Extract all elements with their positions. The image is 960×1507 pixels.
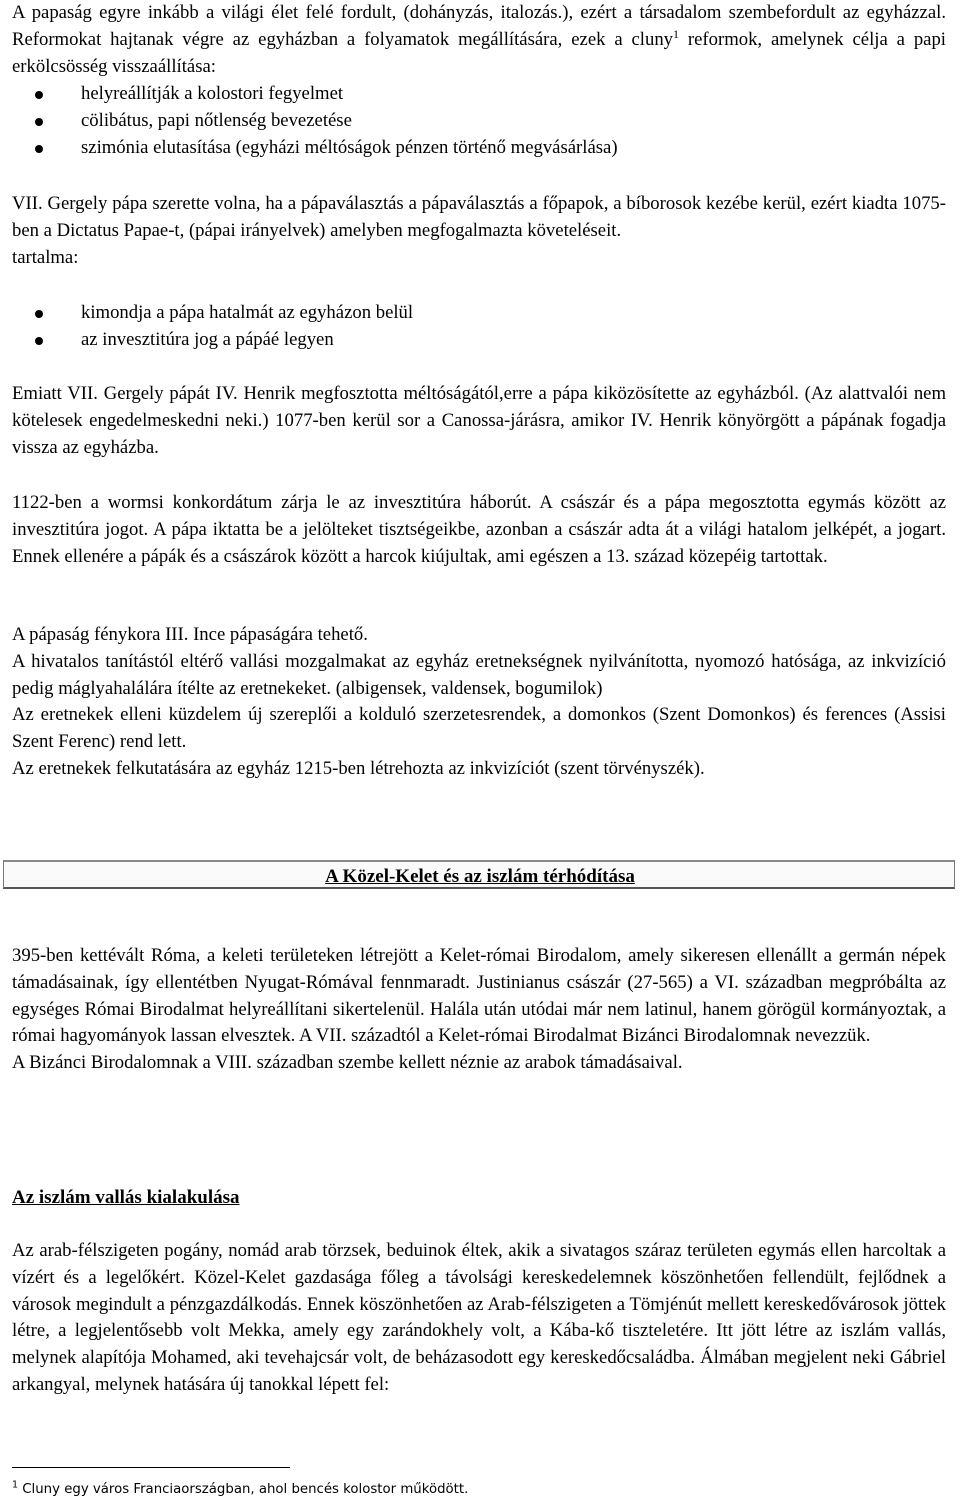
paragraph-text: A papaság egyre inkább a világi élet felé fordult, (dohányzás, italozás.), ezért a társadalom szembefordult az egyházzal. Reformokat hajtanak végre az egyházban a folyamatok megállítására, ezek a cluny [12,2,946,50]
paragraph-arabia [12,1238,946,1399]
paragraph-text: 395-ben kettévált Róma, a keleti területeken létrejött a Kelet-római Birodalom, amely sikeresen ellenállt a germán népek támadásainak, így ellentétben Nyugat-Rómával fennmaradt. Justinianus császár (27-565) a VI. században megpróbálta az egységes Római Birodalmat helyreállítani sikertelenül. Halála után utódai már nem latinul, hanem görögül kormányoztak, a római hagyományok lassan elvesztek. A VII. századtól a Kelet-római Birodalmat Bizánci Birodalomnak nevezzük. [12,945,946,1047]
subheading-islam: Az iszlám vallás kialakulása [12,1187,240,1208]
paragraph-text: Az arab-félszigeten pogány, nomád arab törzsek, beduinok éltek, akik a sivatagos száraz területen egymás ellen harcoltak a vízért és a legelőkért. Közel-Kelet gazdasága főleg a távolsági kereskedelemnek köszönhetően fellendült, fejlődnek a városok megindult a pénzgazdálkodás. Ennek köszönhetően az Arab-félszigeten a Tömjénút mellett kereskedővárosok jöttek létre, a legjelentősebb volt Mekka, amely egy zarándokhely volt, a Kába-kő tiszteletére. Itt jött létre az iszlám vallás, melynek alapítója Mohamed, aki tevehajcsár volt, de beházasodott egy kereskedőcsaládba. Álmában megjelent neki Gábriel arkangyal, melynek hatására új tanokkal lépett fel: [12,1240,946,1395]
paragraph-text: Az eretnekek elleni küzdelem új szereplői a kolduló szerzetesrendek, a domonkos (Szent Domonkos) és ferences (Assisi Szent Ferenc) rend lett. [12,704,946,753]
paragraph-text: VII. Gergely pápa szerette volna, ha a pápaválasztás a pápaválasztás a főpapok, a bíborosok kezébe kerül, ezért kiadta 1075-ben a Dictatus Papae-t, (pápai irányelvek) amelyben megfogalmazta követeléseit. [12,193,946,241]
section-title: A Közel-Kelet és az iszlám térhódítása [325,866,635,887]
paragraph-papacy-reforms [12,0,946,80]
footnote-mark: 1 [12,1479,19,1491]
paragraph-text: A Bizánci Birodalomnak a VIII. században szembe kellett néznie az arabok támadásaival. [12,1052,683,1074]
paragraph-dictatus-papae [12,191,946,271]
paragraph-text-continued: reformok, amelynek célja a papi erkölcsösség visszaállítása: [12,28,946,77]
bullet-icon [35,337,43,345]
list-item: helyreállítják a kolostori fegyelmet [12,81,946,108]
paragraph-byzantium [12,943,946,1077]
bullet-icon [35,118,43,126]
dictatus-content-list [12,300,946,354]
paragraph-label: tartalma: [12,246,79,268]
list-item: az invesztitúra jog a pápáé legyen [12,327,946,354]
list-item: kimondja a pápa hatalmát az egyházon belül [12,300,946,327]
paragraph-text: A pápaság fénykora III. Ince pápaságára tehető. [12,624,368,645]
paragraph-canossa [12,381,946,461]
bullet-icon [35,310,43,318]
list-item: cölibátus, papi nőtlenség bevezetése [12,108,946,135]
footnote-separator [12,1467,290,1468]
bullet-icon [35,91,43,99]
paragraph-worms-concordat [12,490,946,570]
paragraph-text: A hivatalos tanítástól eltérő vallási mozgalmakat az egyház eretnekségnek nyilvánította, nyomozó hatósága, az inkvizíció pedig máglyahalálára ítélte az eretnekeket. (albigensek, valdensek, bogumilok) [12,650,946,699]
footnote-reference[interactable]: 1 [673,26,680,41]
footnote-text: Cluny egy város Franciaországban, ahol bencés kolostor működött. [18,1482,469,1497]
reform-goals-list [12,81,946,161]
list-item: szimónia elutasítása (egyházi méltóságok pénzen történő megvásárlása) [12,135,946,162]
footnote [12,1479,468,1501]
paragraph-heresy [12,622,946,783]
paragraph-text: Az eretnekek felkutatására az egyház 1215-ben létrehozta az inkvizíciót (szent törvényszék). [12,757,705,779]
paragraph-text: Emiatt VII. Gergely pápát IV. Henrik megfosztotta méltóságától,erre a pápa kiközösítette az egyházból. (Az alattvalói nem kötelesek engedelmeskedni neki.) 1077-ben kerül sor a Canossa-járásra, amikor IV. Henrik könyörgött a pápának fogadja vissza az egyházba. [12,383,946,458]
paragraph-text: 1122-ben a wormsi konkordátum zárja le az invesztitúra háborút. A császár és a pápa megosztotta egymás között az invesztitúra jogot. A pápa iktatta be a jelölteket tisztségeikbe, azonban a császár adta át a világi hatalom jelképét, a jogart. Ennek ellenére a pápák és a császárok között a harcok kiújultak, ami egészen a 13. század közepéig tartottak. [12,492,946,567]
bullet-icon [35,145,43,153]
